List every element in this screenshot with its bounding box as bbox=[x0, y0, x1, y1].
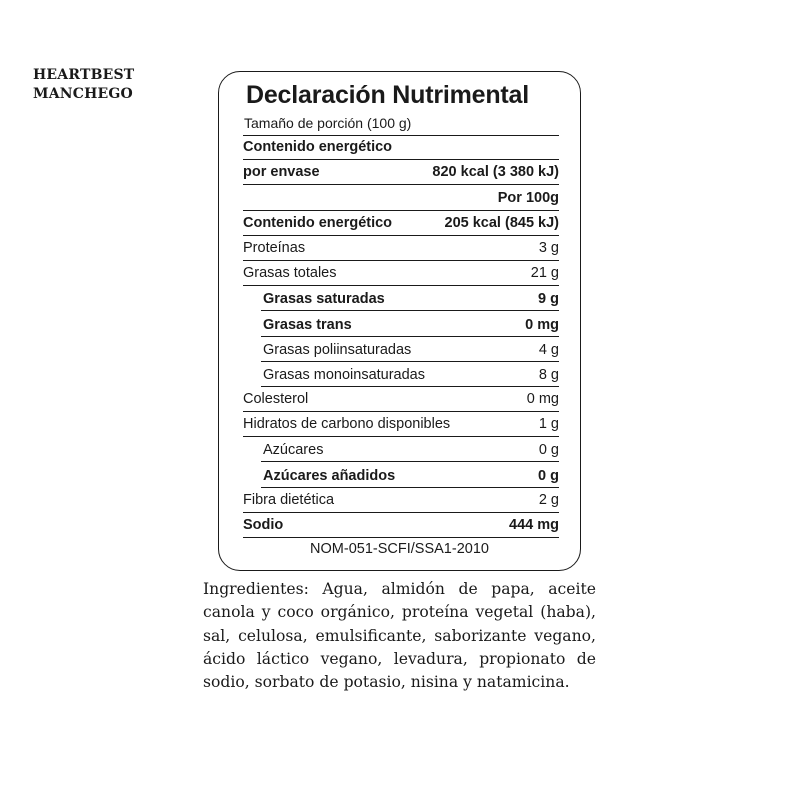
per-package-label: por envase bbox=[243, 164, 320, 181]
nutrient-row-total-fat bbox=[243, 261, 559, 286]
nutrient-row-energy bbox=[243, 211, 559, 236]
per-100g-header-row bbox=[243, 185, 559, 210]
nutrient-label: Fibra dietética bbox=[243, 491, 335, 508]
nutrient-label: Azúcares bbox=[263, 442, 324, 459]
nutrition-facts-panel bbox=[218, 71, 581, 571]
nutrient-row-carbohydrates bbox=[243, 412, 559, 437]
nutrition-title: Declaración Nutrimental bbox=[246, 81, 529, 109]
nutrient-row-sodium bbox=[243, 513, 559, 538]
nutrient-row-fiber bbox=[243, 488, 559, 513]
nutrient-label: Hidratos de carbono disponibles bbox=[243, 416, 451, 433]
ingredients-list: Ingredientes: Agua, almidón de papa, aceite canola y coco orgánico, proteína vegetal (haba), sal, celulosa, emulsificante, saborizante vegano, ácido láctico vegano, levadura, propionato de sodio, sorbato de potasio, nisina y natamicina. bbox=[203, 580, 596, 692]
nutrient-value: 0 g bbox=[538, 467, 559, 484]
nutrient-value: 0 g bbox=[538, 442, 559, 459]
nutrient-label: Contenido energético bbox=[243, 214, 393, 231]
nutrient-label: Grasas monoinsaturadas bbox=[263, 366, 425, 383]
nutrient-value: 0 mg bbox=[525, 316, 559, 333]
nutrition-table bbox=[243, 135, 559, 538]
nutrient-label: Grasas totales bbox=[243, 265, 337, 282]
serving-size: Tamaño de porción (100 g) bbox=[244, 115, 412, 131]
product-variant: MANCHEGO bbox=[33, 86, 133, 102]
nutrient-value: 8 g bbox=[538, 366, 559, 383]
nutrient-value: 444 mg bbox=[509, 517, 559, 533]
per-package-value: 820 kcal (3 380 kJ) bbox=[432, 164, 559, 181]
nutrient-value: 0 mg bbox=[526, 391, 559, 408]
nutrient-row-protein bbox=[243, 236, 559, 261]
nutrient-value: 205 kcal (845 kJ) bbox=[444, 214, 559, 231]
energy-header-label: Contenido energético bbox=[243, 139, 393, 156]
nutrient-value: 21 g bbox=[530, 265, 559, 282]
per-100g-header: Por 100g bbox=[497, 189, 559, 206]
nutrient-value: 1 g bbox=[538, 416, 559, 433]
energy-header-row bbox=[243, 135, 559, 160]
nutrient-label: Grasas poliinsaturadas bbox=[263, 341, 412, 358]
brand-name: HEARTBEST bbox=[33, 67, 135, 83]
nutrient-value: 9 g bbox=[538, 291, 559, 308]
nutrient-row-sugars bbox=[243, 437, 559, 462]
nutrient-value: 3 g bbox=[538, 239, 559, 256]
nutrient-label: Grasas saturadas bbox=[263, 291, 385, 308]
nutrient-row-polyunsaturated-fat bbox=[243, 337, 559, 362]
nutrient-row-monounsaturated-fat bbox=[243, 362, 559, 387]
nutrient-row-trans-fat bbox=[243, 311, 559, 336]
per-package-row bbox=[243, 160, 559, 185]
product-name bbox=[33, 66, 134, 104]
nutrient-label: Grasas trans bbox=[263, 316, 352, 333]
nutrient-row-cholesterol bbox=[243, 387, 559, 412]
nutrient-value: 2 g bbox=[538, 491, 559, 508]
nutrient-label: Proteínas bbox=[243, 239, 306, 256]
nutrient-label: Colesterol bbox=[243, 391, 309, 408]
regulation-code: NOM-051-SCFI/SSA1-2010 bbox=[310, 541, 489, 557]
nutrient-row-saturated-fat bbox=[243, 286, 559, 311]
nutrient-row-added-sugars bbox=[243, 462, 559, 487]
nutrient-label: Azúcares añadidos bbox=[263, 467, 396, 484]
nutrient-value: 4 g bbox=[538, 341, 559, 358]
nutrient-label: Sodio bbox=[243, 517, 284, 533]
